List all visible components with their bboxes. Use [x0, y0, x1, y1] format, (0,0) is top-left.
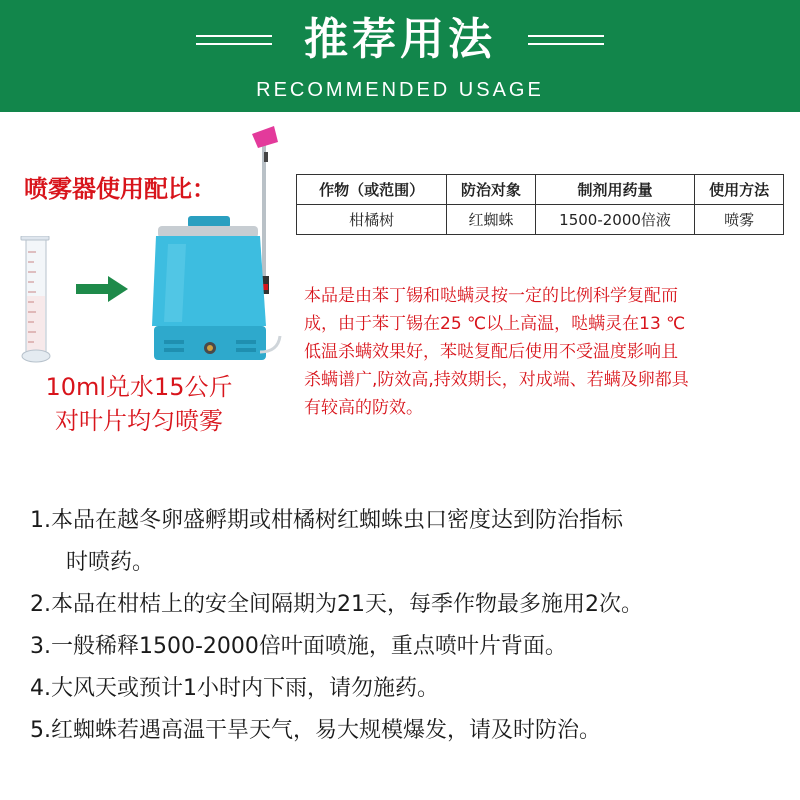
list-item: 3.一般稀释1500-2000倍叶面喷施，重点喷叶片背面。 [30, 634, 567, 659]
dose-line: 对叶片均匀喷雾 [55, 407, 223, 435]
dose-instruction [0, 370, 278, 438]
column-header: 使用方法 [695, 175, 784, 205]
table-cell: 喷雾 [695, 205, 784, 235]
product-description [304, 282, 782, 422]
column-header: 作物（或范围） [297, 175, 447, 205]
list-item: 4.大风天或预计1小时内下雨，请勿施药。 [30, 676, 439, 701]
instruction-text: 1.本品在越冬卵盛孵期或柑橘树红蜘蛛虫口密度达到防治指标 [30, 508, 623, 533]
description-line: 杀螨谱广,防效高,持效期长，对成端、若螨及卵都具 [304, 370, 689, 390]
description-line: 成，由于苯丁锡在25 ℃以上高温，哒螨灵在13 ℃ [304, 314, 686, 334]
page-subtitle: RECOMMENDED USAGE [256, 79, 544, 101]
list-item [30, 500, 780, 584]
description-line: 有较高的防效。 [304, 398, 423, 418]
sprayer-ratio-title: 喷雾器使用配比： [24, 175, 216, 203]
instruction-continuation: 时喷药。 [66, 550, 155, 575]
page-title: 推荐用法 [304, 14, 496, 65]
table-cell: 红蜘蛛 [447, 205, 536, 235]
instruction-list [30, 500, 780, 752]
measuring-cylinder-icon [20, 236, 54, 364]
list-item: 5.红蜘蛛若遇高温干旱天气，易大规模爆发，请及时防治。 [30, 718, 601, 743]
list-item: 2.本品在柑桔上的安全间隔期为21天，每季作物最多施用2次。 [30, 592, 643, 617]
column-header: 制剂用药量 [535, 175, 694, 205]
arrow-right-icon [76, 276, 128, 302]
description-line: 低温杀螨效果好，苯哒复配后使用不受温度影响且 [304, 342, 678, 362]
column-header: 防治对象 [447, 175, 536, 205]
table-row [297, 205, 784, 235]
table-header-row [297, 175, 784, 205]
table-cell: 1500-2000倍液 [535, 205, 694, 235]
dose-line: 10ml兑水15公斤 [45, 373, 233, 401]
backpack-sprayer-icon [148, 126, 284, 366]
usage-table [296, 174, 784, 235]
header-banner [0, 0, 800, 112]
description-line: 本品是由苯丁锡和哒螨灵按一定的比例科学复配而 [304, 286, 678, 306]
table-cell: 柑橘树 [297, 205, 447, 235]
